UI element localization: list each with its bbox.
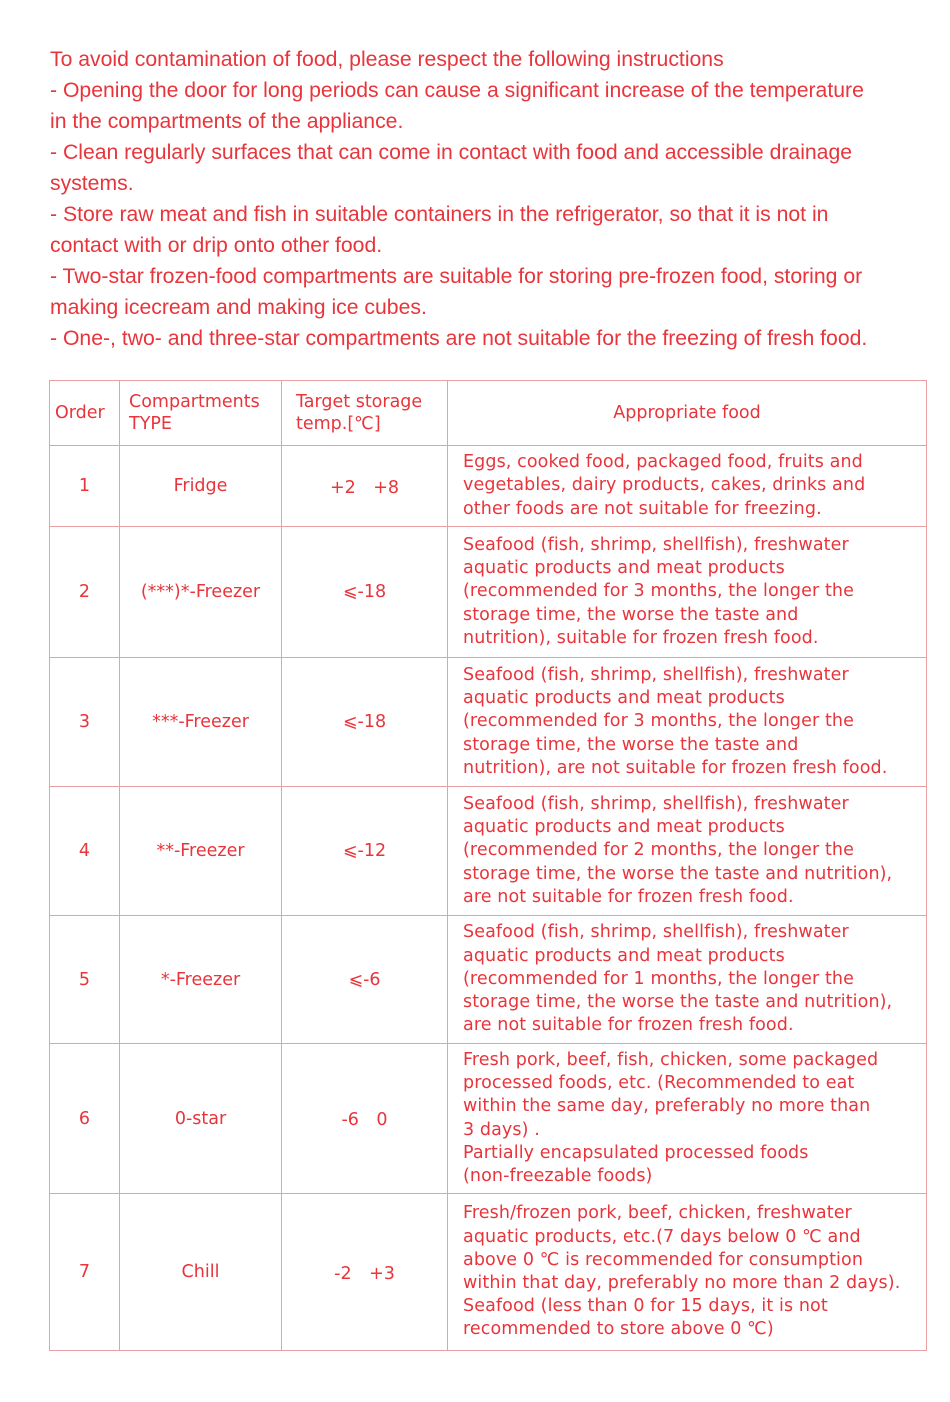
- row-food: [448, 527, 927, 658]
- food-line: are not suitable for frozen fresh food.: [463, 886, 794, 907]
- instruction-line: - Two-star frozen-food compartments are suitable for storing pre-frozen food, storing or: [50, 265, 863, 288]
- food-line: Seafood (fish, shrimp, shellfish), freshwater: [463, 534, 849, 555]
- table-header-row: [50, 381, 927, 446]
- header-temp-line1: Target storage: [296, 392, 423, 412]
- table-row: [50, 527, 927, 658]
- row-temp: ⩽-18: [282, 527, 448, 658]
- food-line: (recommended for 3 months, the longer the: [463, 581, 854, 602]
- row-type: *-Freezer: [120, 916, 282, 1044]
- food-line: recommended to store above 0 ℃): [463, 1319, 774, 1340]
- table-row: [50, 658, 927, 787]
- food-line: (recommended for 2 months, the longer the: [463, 840, 854, 861]
- food-line: aquatic products and meat products: [463, 558, 785, 579]
- food-line: other foods are not suitable for freezing.: [463, 498, 822, 519]
- row-temp: +2 +8: [282, 446, 448, 527]
- row-temp: ⩽-6: [282, 916, 448, 1044]
- food-line: nutrition), suitable for frozen fresh food.: [463, 627, 819, 648]
- instruction-line: systems.: [50, 172, 134, 195]
- instruction-line: making icecream and making ice cubes.: [50, 296, 427, 319]
- header-temp-line2: temp.[℃]: [296, 414, 381, 434]
- row-food: [448, 1044, 927, 1194]
- food-line: above 0 ℃ is recommended for consumption: [463, 1249, 864, 1270]
- row-order: 2: [50, 527, 120, 658]
- food-line: nutrition), are not suitable for frozen fresh food.: [463, 757, 888, 778]
- row-type: 0-star: [120, 1044, 282, 1194]
- row-type: ***-Freezer: [120, 658, 282, 787]
- row-order: 7: [50, 1194, 120, 1351]
- row-food: [448, 916, 927, 1044]
- row-type: Fridge: [120, 446, 282, 527]
- food-line: aquatic products, etc.(7 days below 0 ℃ and: [463, 1226, 861, 1247]
- header-type-line1: Compartments: [129, 392, 260, 412]
- instruction-line: contact with or drip onto other food.: [50, 234, 383, 257]
- row-type: (***)*-Freezer: [120, 527, 282, 658]
- row-food: [448, 658, 927, 787]
- row-food: [448, 787, 927, 916]
- instruction-line: - Clean regularly surfaces that can come in contact with food and accessible drainage: [50, 141, 853, 164]
- food-line: storage time, the worse the taste and: [463, 734, 799, 755]
- header-compartments-type: [120, 381, 282, 446]
- food-line: (non-freezable foods): [463, 1165, 653, 1186]
- instruction-line: - Store raw meat and fish in suitable containers in the refrigerator, so that it is not in: [50, 203, 829, 226]
- header-target-temp: [282, 381, 448, 446]
- table-row: [50, 1044, 927, 1194]
- row-type: Chill: [120, 1194, 282, 1351]
- compartments-table: [49, 380, 927, 1351]
- food-line: vegetables, dairy products, cakes, drinks and: [463, 475, 866, 496]
- row-order: 1: [50, 446, 120, 527]
- table-row: [50, 446, 927, 527]
- food-line: storage time, the worse the taste and: [463, 604, 799, 625]
- table-row: [50, 1194, 927, 1351]
- food-line: Fresh pork, beef, fish, chicken, some packaged: [463, 1049, 879, 1070]
- row-order: 4: [50, 787, 120, 916]
- table-row: [50, 787, 927, 916]
- food-line: aquatic products and meat products: [463, 945, 785, 966]
- row-order: 6: [50, 1044, 120, 1194]
- row-food: [448, 446, 927, 527]
- row-order: 3: [50, 658, 120, 787]
- food-line: Seafood (less than 0 for 15 days, it is not: [463, 1296, 828, 1317]
- instructions-block: [50, 44, 940, 354]
- header-order: Order: [50, 381, 120, 446]
- header-appropriate-food: Appropriate food: [448, 381, 927, 446]
- row-temp: ⩽-18: [282, 658, 448, 787]
- food-line: within that day, preferably no more than 2 days).: [463, 1273, 901, 1293]
- instruction-line: in the compartments of the appliance.: [50, 110, 404, 133]
- food-line: Fresh/frozen pork, beef, chicken, freshwater: [463, 1203, 852, 1224]
- food-line: are not suitable for frozen fresh food.: [463, 1015, 794, 1036]
- food-line: aquatic products and meat products: [463, 688, 785, 709]
- row-temp: -6 0: [282, 1044, 448, 1194]
- food-line: 3 days) .: [463, 1119, 540, 1140]
- table-row: [50, 916, 927, 1044]
- food-line: (recommended for 3 months, the longer the: [463, 711, 854, 732]
- food-line: Seafood (fish, shrimp, shellfish), freshwater: [463, 922, 849, 943]
- instruction-line: - Opening the door for long periods can cause a significant increase of the temperature: [50, 79, 864, 102]
- food-line: Partially encapsulated processed foods: [463, 1142, 809, 1163]
- row-food: [448, 1194, 927, 1351]
- food-line: (recommended for 1 months, the longer the: [463, 968, 854, 989]
- row-order: 5: [50, 916, 120, 1044]
- food-line: processed foods, etc. (Recommended to eat: [463, 1073, 855, 1094]
- food-line: storage time, the worse the taste and nutrition),: [463, 863, 893, 884]
- instruction-line: - One-, two- and three-star compartments are not suitable for the freezing of fresh food.: [50, 327, 868, 350]
- food-line: Seafood (fish, shrimp, shellfish), freshwater: [463, 664, 849, 685]
- row-temp: -2 +3: [282, 1194, 448, 1351]
- food-line: Seafood (fish, shrimp, shellfish), freshwater: [463, 793, 849, 814]
- row-temp: ⩽-12: [282, 787, 448, 916]
- food-line: within the same day, preferably no more than: [463, 1096, 871, 1117]
- row-type: **-Freezer: [120, 787, 282, 916]
- food-line: Eggs, cooked food, packaged food, fruits and: [463, 452, 863, 473]
- header-type-line2: TYPE: [129, 414, 172, 434]
- food-line: storage time, the worse the taste and nutrition),: [463, 992, 893, 1013]
- instructions-heading: To avoid contamination of food, please respect the following instructions: [50, 48, 724, 71]
- food-line: aquatic products and meat products: [463, 817, 785, 838]
